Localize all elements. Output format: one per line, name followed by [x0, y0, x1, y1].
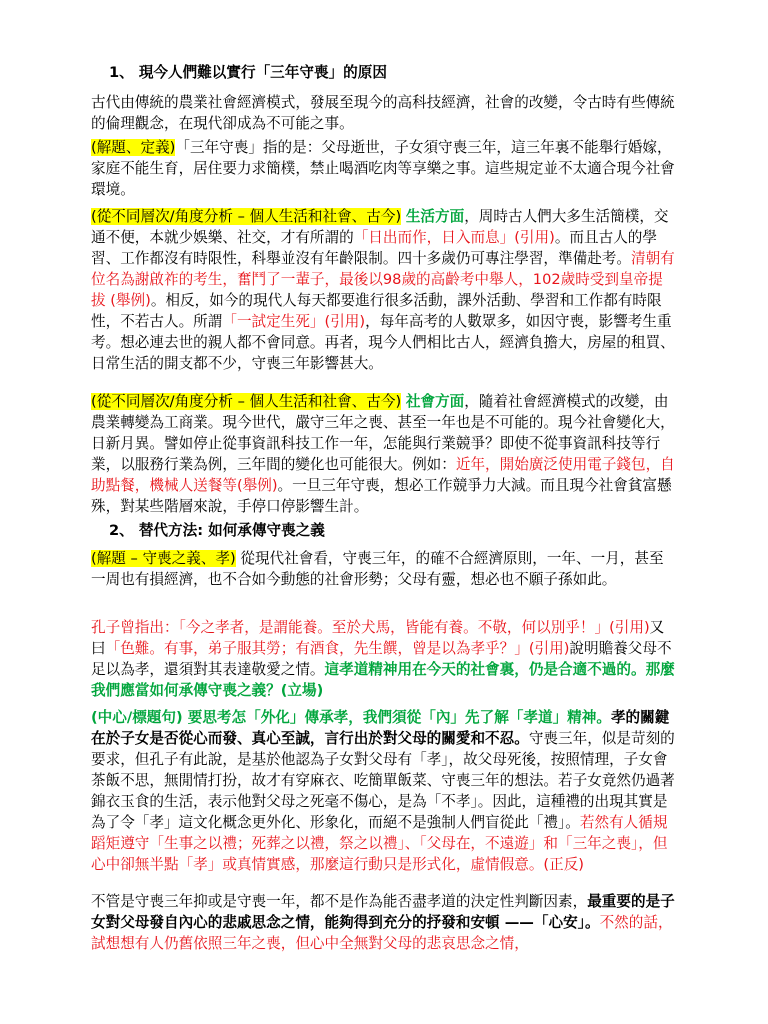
paragraph-confucius-quote: [91, 617, 675, 701]
paragraph-life-aspect: [91, 206, 675, 374]
paragraph-core-argument: [91, 707, 675, 875]
topic-sentence: (中心/標題句) 要思考怎「外化」傳承孝，我們須從「內」先了解「孝道」精神。: [91, 709, 611, 726]
section-heading-2: 2、 替代方法: 如何承傳守喪之義: [109, 522, 325, 539]
key-point: 孝的關鍵在於子女是否從心而發、真心至誠，言行出於對父母的關愛和不忍。: [91, 709, 670, 747]
definition-text: 「三年守喪」指的是：父母逝世，子女須守喪三年，這三年裏不能舉行婚嫁，家庭不能生育，居住要力求簡樸，禁止喝酒吃肉等享樂之事。這些規定並不太適合現今社會環境。: [91, 139, 675, 198]
paragraph-intro: 古代由傳統的農業社會經濟模式，發展至現今的高科技經濟，社會的改變，令古時有些傳統的倫理觀念，在現代卻成為不可能之事。: [91, 94, 675, 132]
definition-tag: (解題、定義): [91, 139, 176, 156]
conclusion-hypothetical: 不然的話，試想想有人仍舊依照三年之喪，但心中全無對父母的悲哀思念之情，: [91, 914, 673, 952]
conclusion-key-point: 最重要的是子女對父母發自內心的悲戚思念之情，能夠得到充分的抒發和安頓 ——「心安」。: [91, 893, 675, 931]
filial-text: 從現代社會看，守喪三年，的確不合經濟原則，一年、一月，甚至一周也有損經濟，也不合如今動態的社會形勢；父母有靈，想必也不願子孫如此。: [91, 550, 664, 588]
life-text-2: 。而且古人的學習、工作都沒有時限性，科舉並沒有年齡限制。四十多歲仍可專注學習，準備赴考。: [91, 229, 657, 267]
life-topic-label: 生活方面: [405, 208, 465, 225]
life-text-4: ，每年高考的人數眾多，如因守喪，影響考生重考。想必連去世的親人都不會同意。再者，現今人們相比古人，經濟負擔大，房屋的租買、日常生活的開支都不少，守喪三年影響甚大。: [91, 313, 675, 372]
conclusion-text: 不管是守喪三年抑或是守喪一年，都不是作為能否盡孝道的決定性判斷因素，: [91, 893, 588, 910]
life-example: 清朝有位名為謝啟祚的考生，奮鬥了一輩子，最後以98歲的高齡考中舉人，102歲時受到皇帝提拔 (舉例): [91, 250, 675, 309]
section-heading-1: 1、 現今人們難以實行「三年守喪」的原因: [109, 64, 387, 81]
society-analysis-tag: (從不同層次/角度分析 – 個人生活和社會、古今): [91, 393, 402, 410]
confucius-quote-1: 孔子曾指出：「今之孝者，是謂能養。至於犬馬，皆能有養。不敬，何以別乎！」(引用): [91, 619, 650, 636]
stance-statement: 這孝道精神用在今天的社會裏，仍是合適不過的。那麼我們應當如何承傳守喪之義？(立場): [91, 661, 675, 699]
life-quote-1: 「日出而作，日入而息」(引用): [353, 229, 555, 246]
life-analysis-tag: (從不同層次/角度分析 – 個人生活和社會、古今): [91, 208, 402, 225]
confucius-text-2: 說明贍養父母不足以為孝，還須對其表達敬愛之情。: [91, 640, 672, 678]
paragraph-conclusion: [91, 891, 675, 954]
society-topic-label: 社會方面: [405, 393, 465, 410]
argument-text: 守喪三年，似是苛刻的要求，但孔子有此說，是基於他認為子女對父母有「孝」，故父母死後，按照情理，子女會茶飯不思，無閒情打扮，故才有穿麻衣、吃簡單飯菜、守喪三年的想法。若子女竟然仍過著錦衣玉食的生活，表示他對父母之死毫不傷心，是為「不孝」。因此，這種禮的出現其實是為了令「孝」這文化概念更外化、形象化，而絕不是強制人們盲從此「禮」。: [91, 730, 675, 831]
society-text-2: 。一旦三年守喪，想必工作競爭力大減。而且現今社會貧富懸殊，對某些階層來說，手停口停影響生計。: [91, 477, 672, 515]
paragraph-society-aspect: [91, 391, 675, 517]
society-example: 近年，開始廣泛使用電子錢包，自助點餐，機械人送餐等(舉例): [91, 456, 675, 494]
filial-tag: (解題 – 守喪之義、孝): [91, 550, 236, 567]
confucius-quote-2: 「色難。有事，弟子服其勞；有酒食，先生饌，曾是以為孝乎？」(引用): [105, 640, 570, 657]
society-text-1: ，隨着社會經濟模式的改變，由農業轉變為工商業。現今世代，嚴守三年之喪、甚至一年也是不可能的。現今社會變化大，日新月異。譬如停止從事資訊科技工作一年，怎能與行業競爭？即使不從事資訊科技等行業，以服務行業為例，三年間的變化也可能很大。例如：: [91, 393, 675, 473]
life-text-3: 。相反，如今的現代人每天都要進行很多活動，課外活動、學習和工作都有時限性，不若古人。所謂: [91, 292, 662, 330]
paragraph-filial-definition: [91, 548, 675, 590]
paragraph-definition: [91, 137, 675, 200]
life-quote-2: 「一試定生死」(引用): [222, 313, 366, 330]
counter-example: 若然有人循規蹈矩遵守「生事之以禮；死葬之以禮，祭之以禮」、「父母在，不遠遊」和「三年之喪」，但心中卻無半點「孝」或真情實感，那麼這行動只是形式化，虛情假意。(正反): [91, 814, 668, 873]
life-text-1: ，周時古人們大多生活簡樸，交通不便，本就少娛樂、社交，才有所謂的: [91, 208, 669, 246]
confucius-text-1: 又曰: [91, 619, 665, 657]
